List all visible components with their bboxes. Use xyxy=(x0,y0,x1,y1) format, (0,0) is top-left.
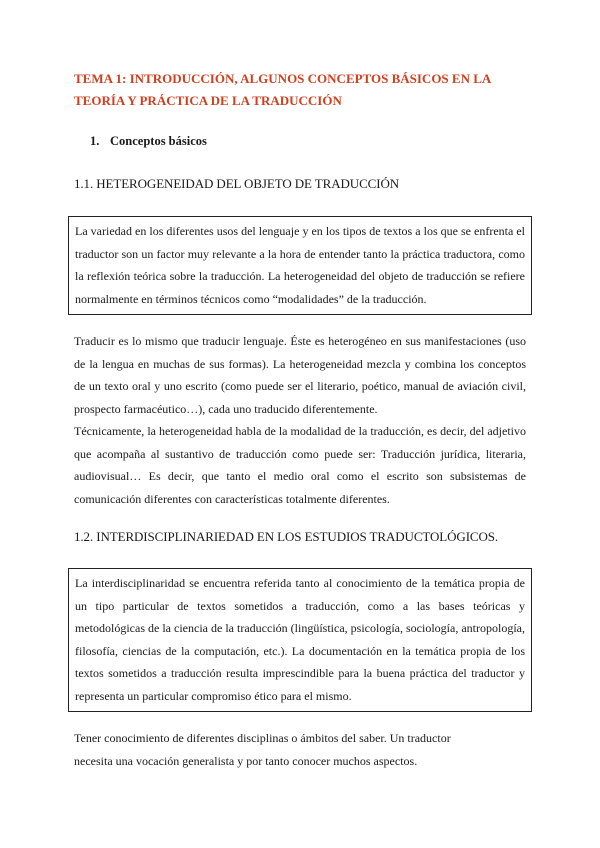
subsection-heading-1: 1.1. HETEROGENEIDAD DEL OBJETO DE TRADUCCIÓN xyxy=(74,176,400,191)
section-number: 1. xyxy=(90,134,100,148)
paragraph-3 xyxy=(74,727,526,772)
section-heading xyxy=(90,134,207,149)
paragraph-1: Traducir es lo mismo que traducir lenguaje. Éste es heterogéneo en sus manifestaciones (uso de la lengua en muchas de sus formas). La heterogeneidad mezcla y combina los conceptos de un texto oral y uno escrito (como puede ser el literario, poético, manual de aviación civil, prospecto farmacéutico…), cada uno traducido diferentemente. xyxy=(74,334,526,416)
definition-box-2: La interdisciplinaridad se encuentra referida tanto al conocimiento de la temática propia de un tipo particular de textos sometidos a traducción, como a las bases teóricas y metodológicas de la ciencia de la traducción (lingüística, psicología, sociología, antropología, filosofía, ciencias de la computación, etc.). La documentación en la temática propia de los textos sometidos a traducción resulta imprescindible para la buena práctica del traductor y representa un particular compromiso ético para el mismo. xyxy=(68,568,532,712)
paragraph-2: Técnicamente, la heterogeneidad habla de la modalidad de la traducción, es decir, del adjetivo que acompaña al sustantivo de traducción como puede ser: Traducción jurídica, literaria, audiovisual… Es decir, que tanto el medio oral como el escrito son subsistemas de comunicación diferentes con características totalmente diferentes. xyxy=(74,424,526,506)
section-title: Conceptos básicos xyxy=(110,134,207,148)
definition-box-1: La variedad en los diferentes usos del lenguaje y en los tipos de textos a los que se enfrenta el traductor son un factor muy relevante a la hora de entender tanto la práctica traductora, como la reflexión teórica sobre la traducción. La heterogeneidad del objeto de traducción se refiere normalmente en términos técnicos como “modalidades” de la traducción. xyxy=(68,216,532,315)
paragraph-3-line-1: Tener conocimiento de diferentes disciplinas o ámbitos del saber. Un traductor xyxy=(74,731,451,745)
paragraph-3-line-2: necesita una vocación generalista y por tanto conocer muchos aspectos. xyxy=(74,753,418,768)
document-title: TEMA 1: INTRODUCCIÓN, ALGUNOS CONCEPTOS BÁSICOS EN LA TEORÍA Y PRÁCTICA DE LA TRADUCCIÓN xyxy=(74,71,491,108)
subsection-heading-2: 1.2. INTERDISCIPLINARIEDAD EN LOS ESTUDIOS TRADUCTOLÓGICOS. xyxy=(74,529,499,544)
